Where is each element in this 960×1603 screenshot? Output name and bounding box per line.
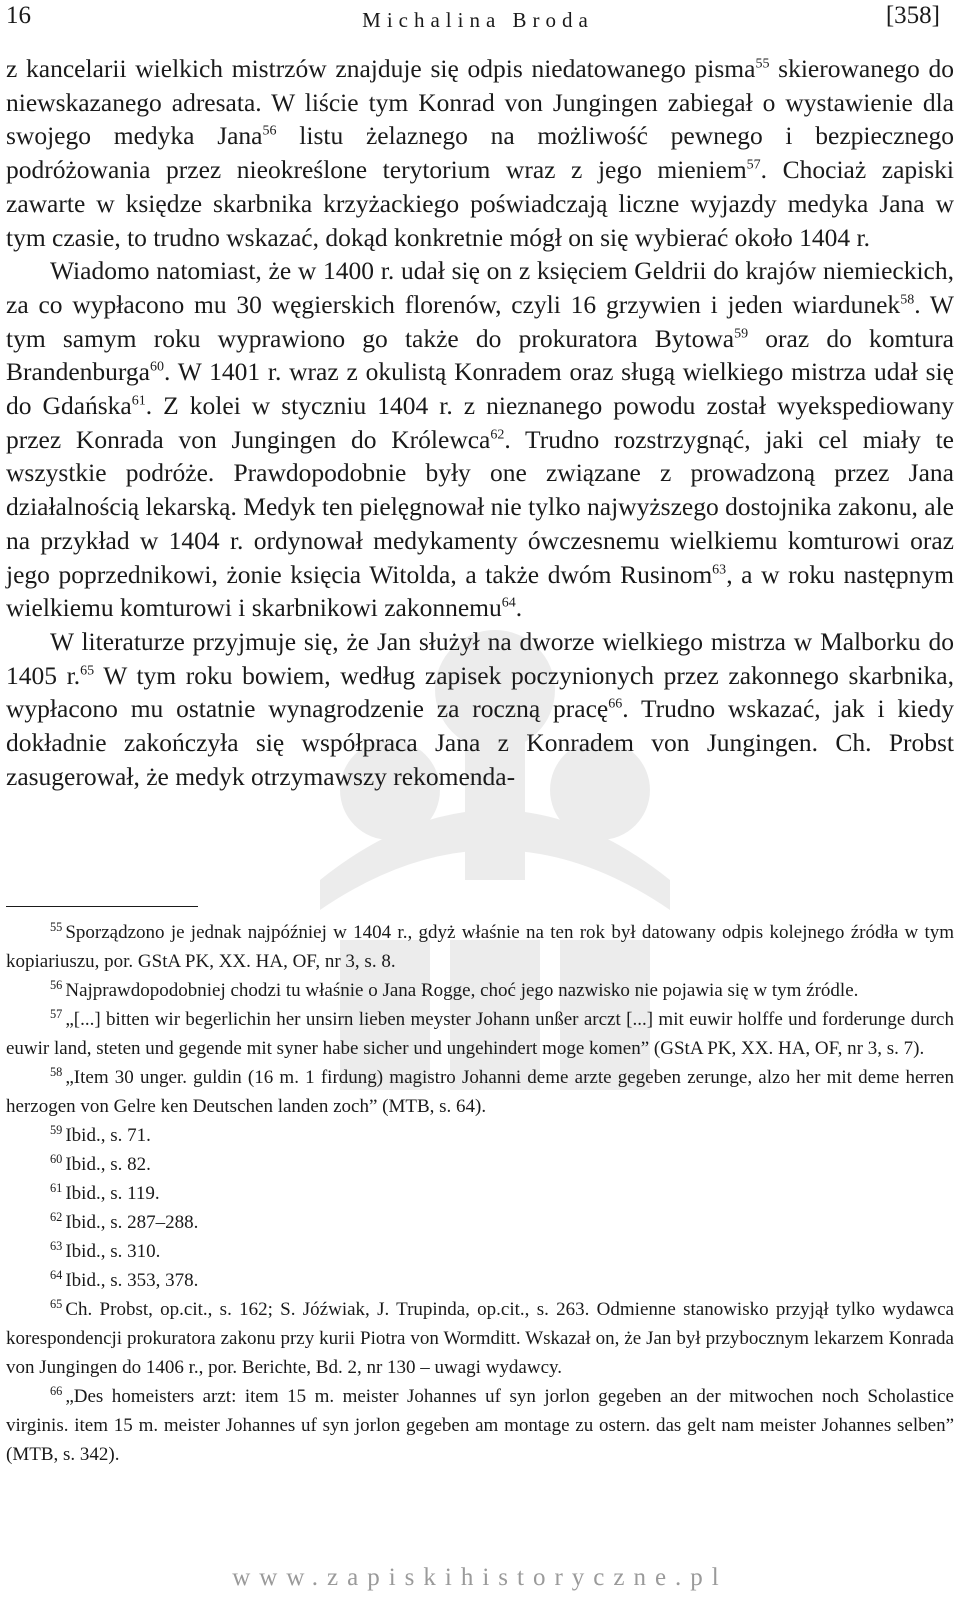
footnote-ref[interactable]: 65	[80, 663, 95, 679]
footnote: $^{60}$ Ibid., s. 82.	[50, 1151, 151, 1175]
footnote-separator	[6, 906, 198, 907]
footnote: $^{55}$ Sporządzono je jednak najpóźniej w 1404 r., gdyż właśnie na ten rok był datowany odpis kolejnego źródła w tym kopiariuszu, por. GStA PK, XX. HA, OF, nr 3, s. 8.	[6, 919, 954, 972]
footnote: $^{63}$ Ibid., s. 310.	[50, 1238, 161, 1262]
footnote: $^{59}$ Ibid., s. 71.	[50, 1122, 151, 1146]
footnotes	[6, 918, 954, 1469]
footnote: $^{57}$ „[...] bitten wir begerlichin her unsirn lieben meyster Johann unßer arczt [...] mit euwir holffe und forderunge durch euwir land, steten und gegende mit syner habe sicher und ungehindert moge komen” (GStA PK, XX. HA, OF, nr 3, s. 7).	[6, 1006, 954, 1059]
running-head-author: Michalina Broda	[362, 8, 594, 32]
paragraph-2: Wiadomo natomiast, że w 1400 r. udał się on z księciem Geldrii do krajów niemieckich, za co wypłacono mu 30 węgierskich florenów, czyli 16 grzywien i jeden wiardunek$^{58}$. W tym samym roku wyprawiono go także do prokuratora Bytowa$^{59}$ oraz do komtura Brandenburga$^{60}$. W 1401 r. wraz z okulistą Konradem oraz sługą wielkiego mistrza udał się do Gdańska$^{61}$. Z kolei w styczniu 1404 r. z nieznanego powodu został wyekspediowany przez Konrada von Jungingen do Królewca$^{62}$. Trudno rozstrzygnąć, jaki cel miały te wszystkie podróże. Prawdopodobnie były one związane z prowadzoną przez Jana działalnością lekarską. Medyk ten pielęgnował nie tylko najwyższego dostojnika zakonu, ale na przykład w 1404 r. ordynował medykamenty ówczesnemu wielkiemu komturowi oraz jego poprzednikowi, żonie księcia Witolda, a także dwóm Rusinom$^{63}$, a w roku następnym wielkiemu komturowi i skarbnikowi zakonnemu$^{64}$.	[6, 256, 955, 623]
footnote: $^{58}$ „Item 30 unger. guldin (16 m. 1 firdung) magistro Johanni deme arzte gegeben zerunge, alzo her mit deme herren herzogen von Gelre ken Deutschen landen zoch” (MTB, s. 64).	[6, 1064, 954, 1117]
footnote-ref[interactable]: 61	[131, 393, 146, 409]
footnote: $^{66}$ „Des homeisters arzt: item 15 m. meister Johannes uf syn jorlon gegeben an der mitwochen noch Scholastice virginis. item 15 m. meister Johannes uf syn jorlon gegeben am montage zu ostern. das gelt nam meister Johannes selben” (MTB, s. 342).	[6, 1383, 954, 1465]
original-page-number: [358]	[885, 2, 940, 29]
footnote-ref[interactable]: 66	[608, 696, 623, 712]
paragraph-3: W literaturze przyjmuje się, że Jan służył na dworze wielkiego mistrza w Malborku do 1405 r.$^{65}$ W tym roku bowiem, według zapisek poczynionych przez zakonnego skarbnika, wypłacono mu ostatnie wynagrodzenie za roczną pracę$^{66}$. Trudno wskazać, jak i kiedy dokładnie zakończyła się współpraca Jana z Konradem von Jungingen. Ch. Probst zasugerował, że medyk otrzymawszy rekomenda-	[6, 626, 954, 791]
footnote-ref[interactable]: 64	[501, 595, 516, 611]
main-text	[6, 52, 954, 793]
paragraph-1: z kancelarii wielkich mistrzów znajduje się odpis niedatowanego pisma$^{55}$ skierowanego do niewskazanego adresata. W liście tym Konrad von Jungingen zabiegał o wystawienie dla swojego medyka Jana$^{56}$ listu żelaznego na możliwość pewnego i bezpiecznego podróżowania przez nieokreślone terytorium wraz z jego mieniem$^{57}$. Chociaż zapiski zawarte w księdze skarbnika krzyżackiego poświadczają liczne wyjazdy medyka Jana w tym czasie, to trudno wskazać, dokąd konkretnie mógł on się wybierać około 1404 r.	[6, 54, 955, 252]
footnote: $^{61}$ Ibid., s. 119.	[50, 1180, 160, 1204]
footnote-ref[interactable]: 62	[490, 427, 505, 443]
footnote-ref[interactable]: 55	[755, 56, 770, 72]
footnote: $^{65}$ Ch. Probst, op.cit., s. 162; S. Jóźwiak, J. Trupinda, op.cit., s. 263. Odmienne stanowisko przyjął tylko wydawca korespondencji prokuratora zakonu przy kurii Piotra von Wormditt. Wskazał on, że Jan był przybocznym lekarzem Konrada von Jungingen do 1406 r., por. Berichte, Bd. 2, nr 130 – uwagi wydawcy.	[6, 1296, 954, 1378]
footnote: $^{64}$ Ibid., s. 353, 378.	[50, 1267, 199, 1291]
footnote-ref[interactable]: 59	[734, 326, 749, 342]
footnote-ref[interactable]: 57	[746, 157, 761, 173]
footnote-ref[interactable]: 63	[712, 562, 727, 578]
running-header	[6, 2, 940, 36]
footnote: $^{56}$ Najprawdopodobniej chodzi tu właśnie o Jana Rogge, choć jego nazwisko nie pojawia się w tym źródle.	[50, 977, 859, 1001]
footnote-ref[interactable]: 60	[150, 359, 165, 375]
footnote-ref[interactable]: 58	[900, 292, 915, 308]
page-number: 16	[6, 2, 31, 29]
footer-url[interactable]: www.zapiskihistoryczne.pl	[232, 1564, 728, 1591]
footnote-ref[interactable]: 56	[262, 123, 277, 139]
footnote: $^{62}$ Ibid., s. 287–288.	[50, 1209, 199, 1233]
